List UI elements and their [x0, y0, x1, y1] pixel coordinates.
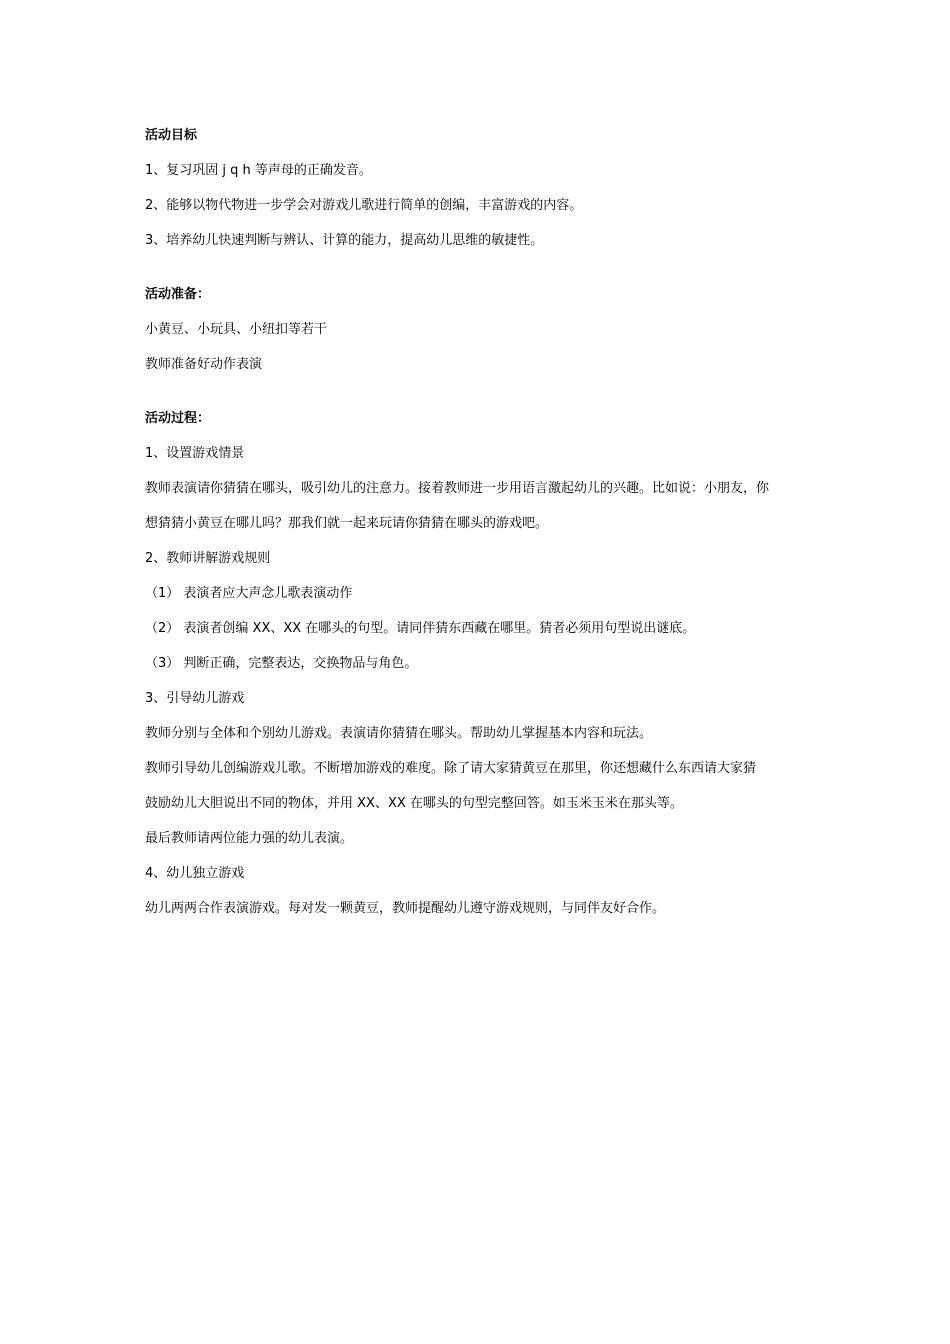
- rule-item-1: （1） 表演者应大声念儿歌表演动作: [145, 586, 353, 601]
- prep-item-2: 教师准备好动作表演: [145, 357, 263, 372]
- goals-heading: 活动目标: [145, 128, 198, 143]
- step1-title: 1、设置游戏情景: [145, 446, 245, 461]
- step1-paragraph-line-2: 想猜猜小黄豆在哪儿吗？那我们就一起来玩请你猜猜在哪头的游戏吧。: [145, 516, 549, 531]
- step2-title: 2、教师讲解游戏规则: [145, 551, 271, 566]
- step4-title: 4、幼儿独立游戏: [145, 866, 245, 881]
- prep-heading: 活动准备：: [145, 287, 211, 302]
- rule-item-2: （2） 表演者创编 XX、XX 在哪头的句型。请同伴猜东西藏在哪里。猜者必须用句型说出谜底。: [145, 621, 696, 636]
- document-page: [145, 126, 825, 934]
- rule-item-3: （3） 判断正确，完整表达，交换物品与角色。: [145, 656, 418, 671]
- step3-paragraph-line-4: 最后教师请两位能力强的幼儿表演。: [145, 831, 354, 846]
- goal-item-2: 2、能够以物代物进一步学会对游戏儿歌进行简单的创编，丰富游戏的内容。: [145, 198, 583, 213]
- step3-paragraph-line-2: 教师引导幼儿创编游戏儿歌。不断增加游戏的难度。除了请大家猜黄豆在那里，你还想藏什么东西请大家猜: [145, 761, 757, 776]
- goal-item-3: 3、培养幼儿快速判断与辨认、计算的能力，提高幼儿思维的敏捷性。: [145, 233, 544, 248]
- process-heading: 活动过程：: [145, 411, 211, 426]
- step3-paragraph-line-1: 教师分别与全体和个别幼儿游戏。表演请你猜猜在哪头。帮助幼儿掌握基本内容和玩法。: [145, 726, 653, 741]
- step3-paragraph-line-3: 鼓励幼儿大胆说出不同的物体，并用 XX、XX 在哪头的句型完整回答。如玉米玉米在那头等。: [145, 796, 683, 811]
- step4-paragraph-line-1: 幼儿两两合作表演游戏。每对发一颗黄豆，教师提醒幼儿遵守游戏规则，与同伴友好合作。: [145, 901, 666, 916]
- goal-item-1: 1、复习巩固 j q h 等声母的正确发音。: [145, 163, 372, 178]
- step3-title: 3、引导幼儿游戏: [145, 691, 245, 706]
- step1-paragraph-line-1: 教师表演请你猜猜在哪头，吸引幼儿的注意力。接着教师进一步用语言激起幼儿的兴趣。比如说：小朋友，你: [145, 481, 770, 496]
- prep-item-1: 小黄豆、小玩具、小纽扣等若干: [145, 322, 328, 337]
